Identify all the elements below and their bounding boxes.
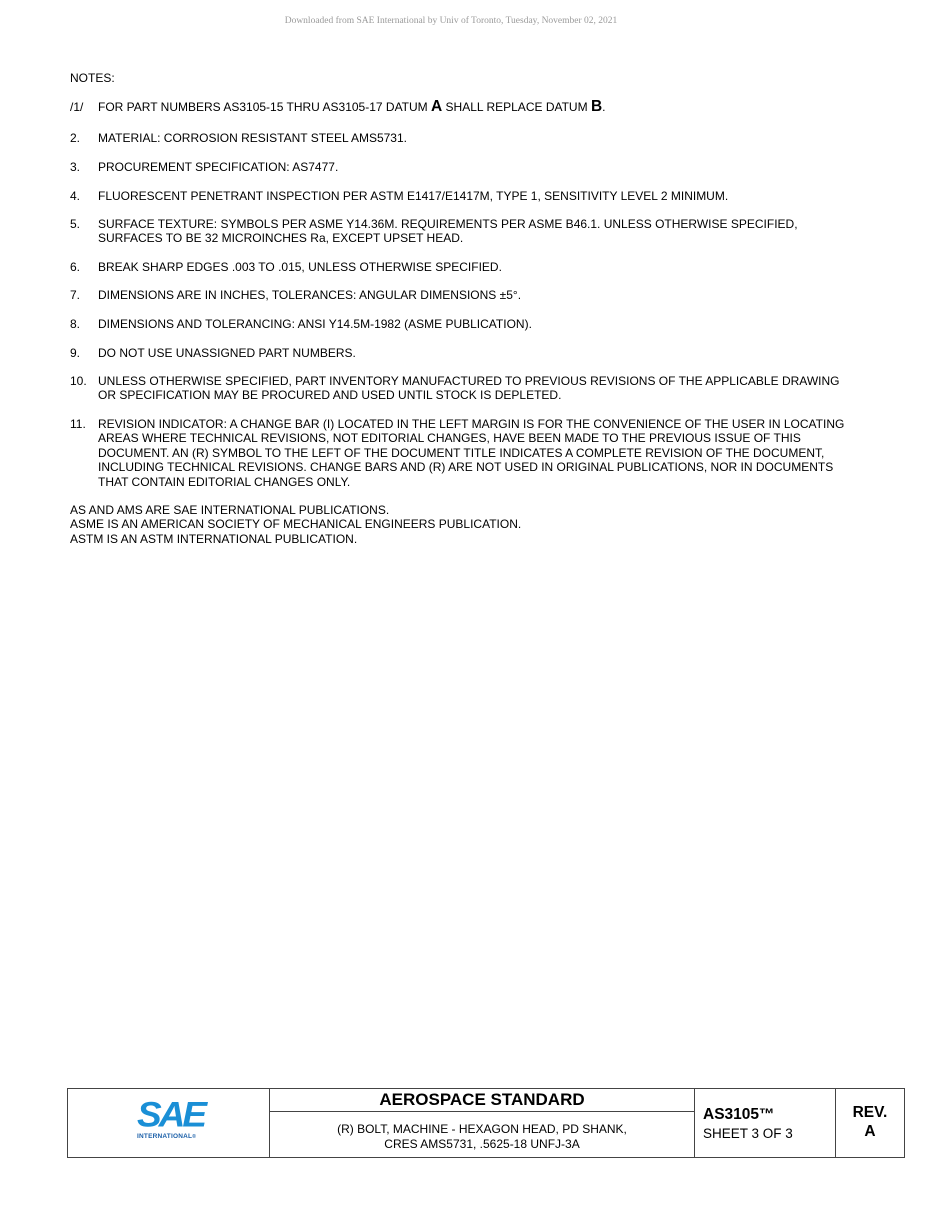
- note-number: 11.: [70, 417, 86, 431]
- note-number: 10.: [70, 374, 87, 388]
- note-1: [70, 100, 860, 114]
- note-text: UNLESS OTHERWISE SPECIFIED, PART INVENTORY MANUFACTURED TO PREVIOUS REVISIONS OF THE APPLICABLE DRAWING OR SPECIFICATION MAY BE PROCURED AND USED UNTIL STOCK IS DEPLETED.: [98, 374, 840, 403]
- note-10: [70, 374, 860, 403]
- notes-heading: NOTES:: [70, 71, 115, 85]
- note-number: 8.: [70, 317, 81, 331]
- registered-mark: ®: [192, 1134, 197, 1140]
- document-title: [270, 1112, 694, 1151]
- sae-logo-subtitle: [137, 1133, 204, 1140]
- note-2: [70, 131, 860, 145]
- note-4: [70, 189, 860, 203]
- document-number: AS3105™: [703, 1106, 775, 1123]
- note-text: SURFACE TEXTURE: SYMBOLS PER ASME Y14.36M. REQUIREMENTS PER ASME B46.1. UNLESS OTHERWISE SPECIFIED, SURFACES TO BE 32 MICROINCHES Ra, EXCEPT UPSET HEAD.: [98, 217, 798, 246]
- note-text: MATERIAL: CORROSION RESISTANT STEEL AMS5731.: [98, 131, 407, 145]
- note-number: 6.: [70, 260, 81, 274]
- logo-cell: [68, 1089, 270, 1157]
- sae-logo: [137, 1095, 205, 1140]
- note-text: REVISION INDICATOR: A CHANGE BAR (I) LOCATED IN THE LEFT MARGIN IS FOR THE CONVENIENCE OF THE USER IN LOCATING AREAS WHERE TECHNICAL REVISIONS, NOT EDITORIAL CHANGES, HAVE BEEN MADE TO THE PREVIOUS ISSUE OF THIS DOCUMENT. AN (R) SYMBOL TO THE LEFT OF THE DOCUMENT TITLE INDICATES A COMPLETE REVISION OF THE DOCUMENT, INCLUDING TECHNICAL REVISIONS. CHANGE BARS AND (R) ARE NOT USED IN ORIGINAL PUBLICATIONS, NOR IN DOCUMENTS THAT CONTAIN EDITORIAL CHANGES ONLY.: [98, 417, 845, 489]
- note-number: 3.: [70, 160, 81, 174]
- publications-list: [70, 503, 521, 546]
- note-text: DO NOT USE UNASSIGNED PART NUMBERS.: [98, 346, 356, 360]
- document-title-line: CRES AMS5731, .5625-18 UNFJ-3A: [384, 1136, 580, 1151]
- download-banner: Downloaded from SAE International by Univ of Toronto, Tuesday, November 02, 2021: [284, 16, 618, 26]
- revision-value: A: [864, 1123, 876, 1140]
- note-text-part: FOR PART NUMBERS AS3105-15 THRU AS3105-17 DATUM: [98, 100, 432, 114]
- publication-line: ASME IS AN AMERICAN SOCIETY OF MECHANICAL ENGINEERS PUBLICATION.: [70, 517, 522, 532]
- note-text: FLUORESCENT PENETRANT INSPECTION PER ASTM E1417/E1417M, TYPE 1, SENSITIVITY LEVEL 2 MINIMUM.: [98, 189, 729, 203]
- publication-line: AS AND AMS ARE SAE INTERNATIONAL PUBLICATIONS.: [70, 503, 390, 517]
- datum-a-label: A: [431, 98, 443, 115]
- datum-b-label: B: [590, 98, 603, 115]
- note-number: 9.: [70, 346, 81, 360]
- publication-line: ASTM IS AN ASTM INTERNATIONAL PUBLICATION.: [70, 531, 358, 546]
- standard-type: AEROSPACE STANDARD: [270, 1089, 694, 1112]
- note-text: BREAK SHARP EDGES .003 TO .015, UNLESS OTHERWISE SPECIFIED.: [98, 260, 502, 274]
- note-text: PROCUREMENT SPECIFICATION: AS7477.: [98, 160, 339, 174]
- note-number: 2.: [70, 131, 81, 145]
- note-7: [70, 288, 860, 302]
- sae-logo-subtitle-text: INTERNATIONAL: [137, 1133, 193, 1140]
- sae-logo-letters: SAE: [137, 1095, 205, 1134]
- note-number: 4.: [70, 189, 81, 203]
- note-8: [70, 317, 860, 331]
- note-text: DIMENSIONS ARE IN INCHES, TOLERANCES: ANGULAR DIMENSIONS ±5°.: [98, 288, 522, 302]
- note-text: DIMENSIONS AND TOLERANCING: ANSI Y14.5M-1982 (ASME PUBLICATION).: [98, 317, 532, 331]
- note-3: [70, 160, 860, 174]
- note-9: [70, 346, 860, 360]
- note-number: 7.: [70, 288, 81, 302]
- note-6: [70, 260, 860, 274]
- note-5: [70, 217, 860, 246]
- note-text-part: SHALL REPLACE DATUM: [442, 100, 591, 114]
- revision-cell: [836, 1089, 904, 1157]
- revision-label: REV.: [852, 1104, 888, 1121]
- note-number: /1/: [70, 100, 84, 114]
- note-text: [98, 100, 860, 114]
- title-block: [67, 1088, 905, 1158]
- document-number-cell: [695, 1089, 836, 1157]
- note-11: [70, 417, 850, 489]
- sheet-number: SHEET 3 OF 3: [703, 1126, 793, 1141]
- title-cell: [270, 1089, 695, 1157]
- note-text-part: .: [602, 100, 606, 114]
- document-title-line: (R) BOLT, MACHINE - HEXAGON HEAD, PD SHANK,: [337, 1122, 627, 1136]
- note-number: 5.: [70, 217, 81, 231]
